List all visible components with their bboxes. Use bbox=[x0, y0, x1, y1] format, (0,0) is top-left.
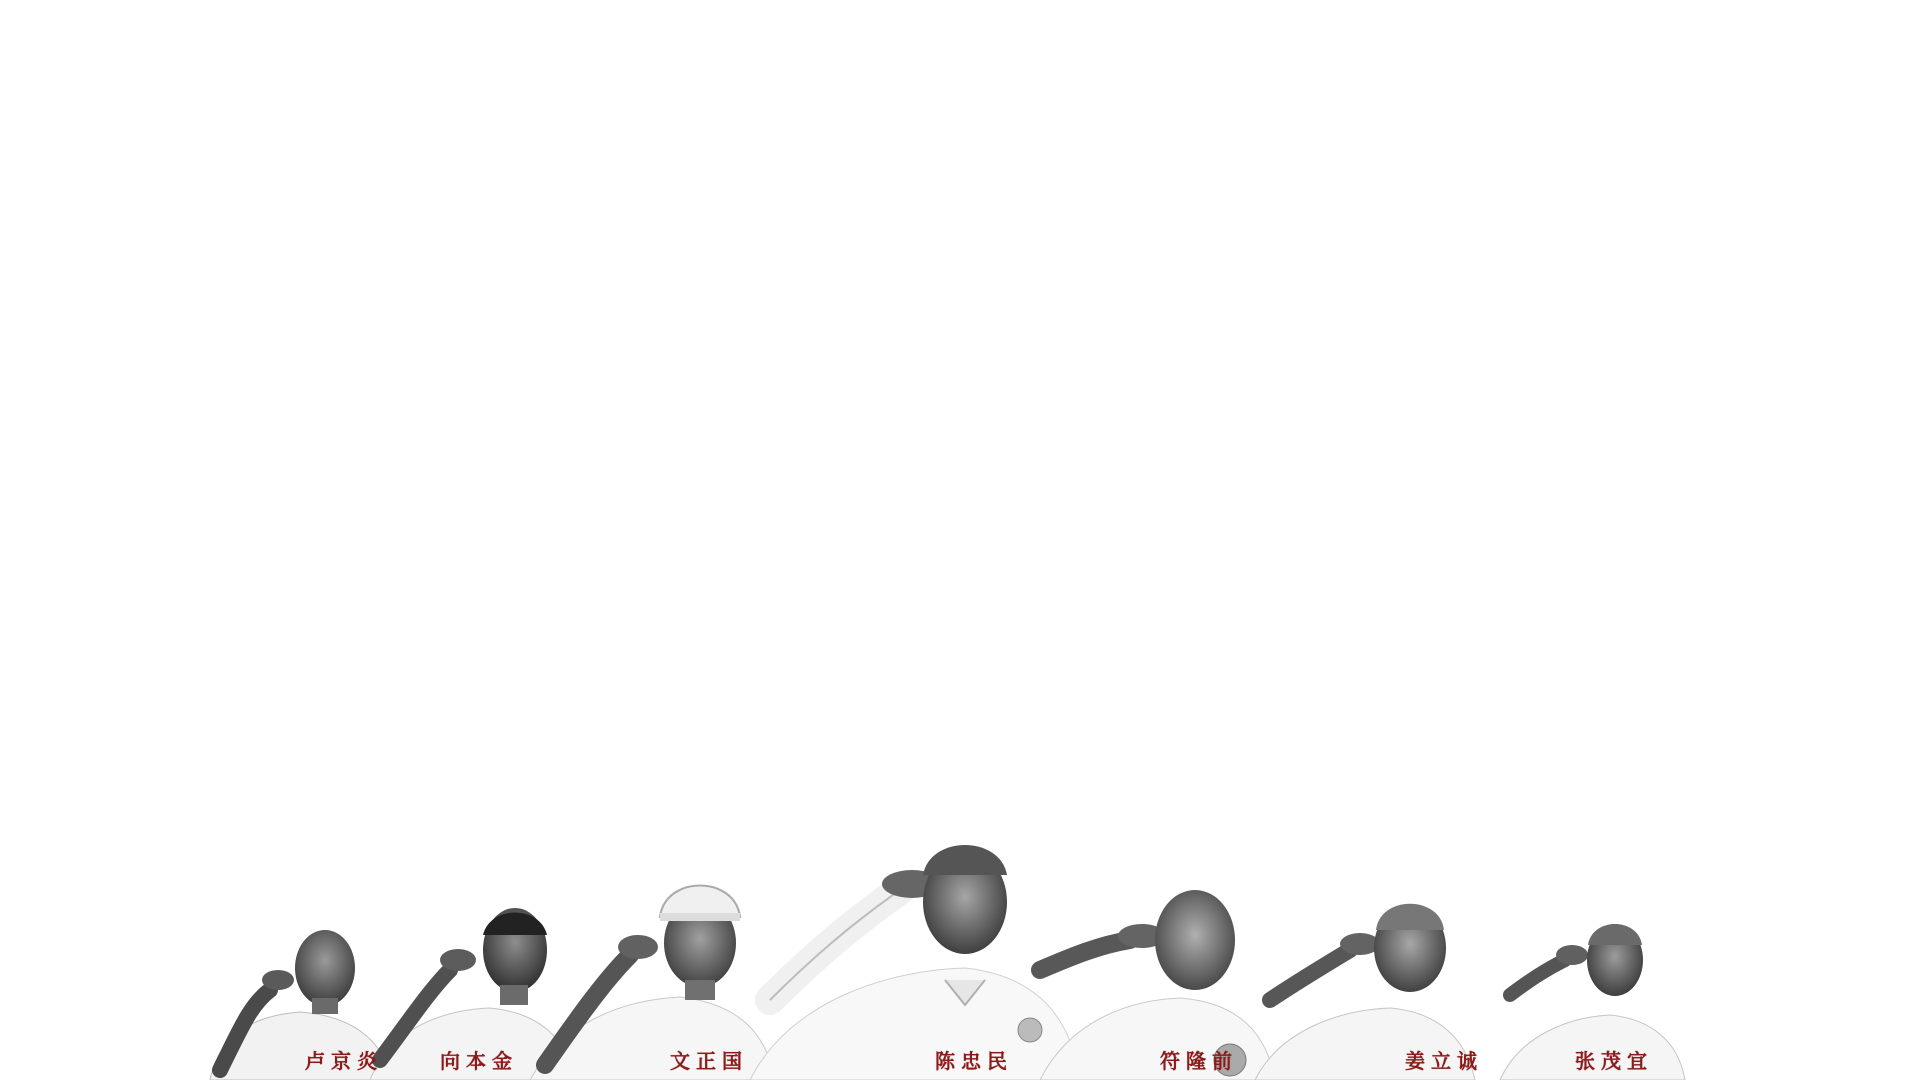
veteran-name-label: 陈忠民 bbox=[935, 1049, 1013, 1073]
veteran-name-label: 卢京炎 bbox=[305, 1049, 383, 1073]
veteran-name-label: 符隆前 bbox=[1160, 1049, 1238, 1073]
saluting-veterans-group-photo bbox=[190, 820, 1720, 1080]
veteran-name-label: 文正国 bbox=[670, 1049, 748, 1073]
veteran-name-label: 姜立诚 bbox=[1405, 1049, 1483, 1073]
veteran-name-label: 张茂宜 bbox=[1575, 1049, 1653, 1073]
veteran-name-label: 向本金 bbox=[440, 1049, 518, 1073]
